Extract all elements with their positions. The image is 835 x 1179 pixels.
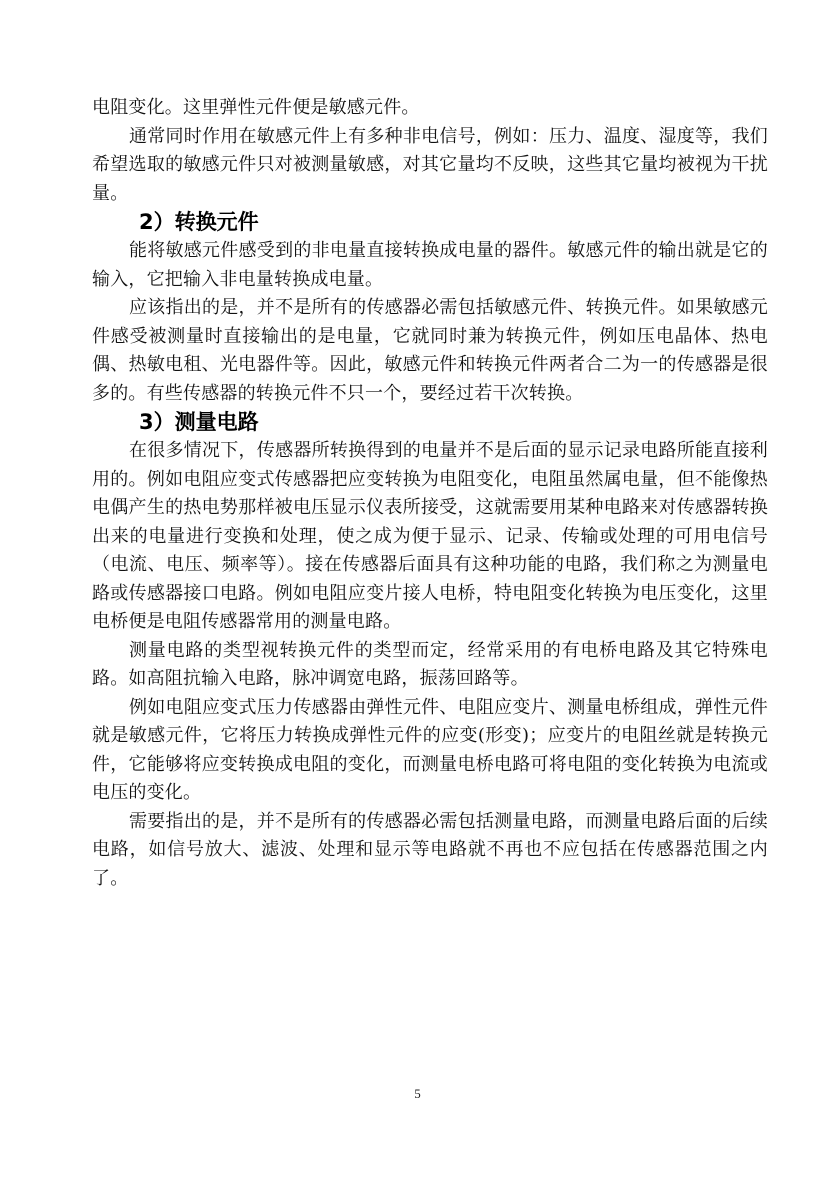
paragraph-interference: 通常同时作用在敏感元件上有多种非电信号，例如：压力、温度、湿度等，我们希望选取的敏感元件只对被测量敏感，对其它量均不反映，这些其它量均被视为干扰量。 [92,125,768,204]
paragraph-conversion-definition: 能将敏感元件感受到的非电量直接转换成电量的器件。敏感元件的输出就是它的输入，它把输入非电量转换成电量。 [92,240,768,290]
paragraph-intro: 电阻变化。这里弹性元件便是敏感元件。 [92,97,420,118]
paragraph-strain-example: 例如电阻应变式压力传感器由弹性元件、电阻应变片、测量电桥组成，弹性元件就是敏感元件，它将压力转换成弹性元件的应变(形变)；应变片的电阻丝就是转换元件，它能够将应变转换成电阻的变化，而测量电桥电路可将电阻的变化转换为电流或电压的变化。 [92,696,768,803]
paragraph-circuit-types: 测量电路的类型视转换元件的类型而定，经常采用的有电桥电路及其它特殊电路。如高阻抗输入电路，脉冲调宽电路，振荡回路等。 [92,639,768,689]
page-number: 5 [414,1086,421,1101]
paragraph-measurement-circuit: 在很多情况下，传感器所转换得到的电量并不是后面的显示记录电路所能直接利用的。例如电阻应变式传感器把应变转换为电阻变化，电阻虽然属电量，但不能像热电偶产生的热电势那样被电压显示仪表所接受，这就需要用某种电路来对传感器转换出来的电量进行变换和处理，使之成为便于显示、记录、传输或处理的可用电信号（电流、电压、频率等）。接在传感器后面具有这种功能的电路，我们称之为测量电路或传感器接口电路。例如电阻应变片接人电桥，特电阻变化转换为电压变化，这里电桥便是电阻传感器常用的测量电路。 [92,440,768,632]
document-body [92,94,768,893]
heading-conversion-element: 2）转换元件 [139,210,259,234]
paragraph-conversion-note: 应该指出的是，并不是所有的传感器必需包括敏感元件、转换元件。如果敏感元件感受被测量时直接输出的是电量，它就同时兼为转换元件，例如压电晶体、热电偶、热敏电租、光电器件等。因此，敏感元件和转换元件两者合二为一的传感器是很多的。有些传感器的转换元件不只一个，要经过若干次转换。 [92,297,768,404]
heading-measurement-circuit: 3）测量电路 [139,410,259,434]
paragraph-scope-note: 需要指出的是，并不是所有的传感器必需包括测量电路，而测量电路后面的后续电路，如信号放大、滤波、处理和显示等电路就不再也不应包括在传感器范围之内了。 [92,810,768,889]
